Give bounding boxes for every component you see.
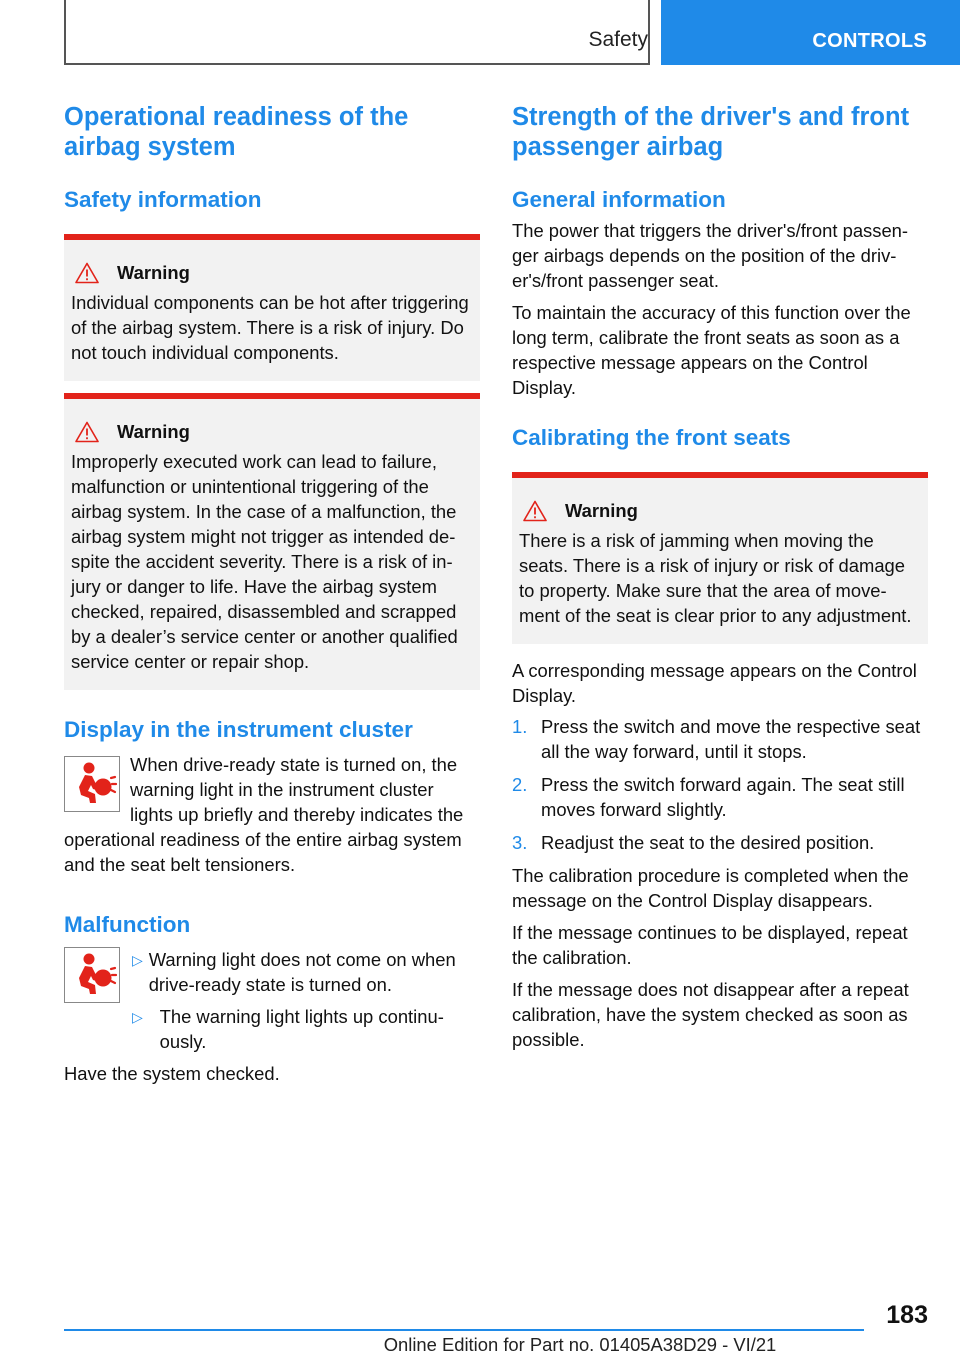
calibration-completed-text: The calibration procedure is completed when the message on the Control Display disappears. [512, 865, 909, 911]
right-title: Strength of the driver's and front passenger airbag [512, 103, 910, 161]
warning-header [519, 498, 920, 524]
step-item [512, 830, 928, 855]
warning-title: Warning [565, 500, 638, 521]
malfunction-footer-text: Have the system checked. [64, 1063, 280, 1084]
display-text: When drive-ready state is turned on, the warning light in the instrument cluster lights up briefly and thereby indicates the operational readiness of the entire airbag system and the seat belt tensioners. [64, 754, 464, 875]
warning-text: Individual components can be hot after triggering of the airbag system. There is a risk of injury. Do not touch individual components. [71, 292, 469, 363]
step-text: Press the switch and move the respective seat all the way forward, until it stops. [541, 716, 921, 762]
malfunction-list [130, 947, 480, 1054]
warning-box-jamming [512, 472, 928, 644]
airbag-warning-light-icon [64, 947, 120, 1003]
display-instrument-cluster-heading: Display in the instrument cluster [64, 717, 413, 742]
step-number: 2. [512, 774, 528, 795]
calibration-steps [512, 714, 928, 855]
malfunction-heading: Malfunction [64, 912, 191, 937]
warning-triangle-icon [75, 421, 99, 443]
warning-header [71, 419, 472, 445]
header-section-label: Safety [588, 28, 648, 51]
header-chapter-label: CONTROLS [812, 30, 927, 52]
edition-text: Online Edition for Part no. 01405A38D29 - VI/21 [383, 1334, 777, 1355]
general-paragraph-1: The power that triggers the driver's/front passenger airbags depends on the position of the driver's/front passenger seat. [512, 220, 909, 291]
warning-box-improper-work [64, 393, 480, 690]
safety-information-heading: Safety information [64, 187, 262, 212]
left-column [64, 102, 480, 1086]
message-not-disappear-text: If the message does not disappear after a repeat calibration, have the system checked as soon as possible. [512, 979, 909, 1050]
step-text: Press the switch forward again. The seat still moves forward slightly. [541, 774, 905, 820]
general-paragraph-2: To maintain the accuracy of this function over the long term, calibrate the front seats as soon as a respective message appears on the Control Display. [512, 302, 911, 398]
warning-text: Improperly executed work can lead to failure, malfunction or unintentional triggering of the airbag system. In the case of a malfunction, the airbag system might not trigger as intended despite the accident severity. There is a risk of injury or danger to life. Have the airbag system checked, repaired, disassembled and scrapped by a dealer’s service center or another qualified service center or repair shop. [71, 451, 458, 672]
list-item [130, 1004, 480, 1054]
malfunction-block [64, 947, 480, 1054]
warning-title: Warning [117, 262, 190, 283]
triangle-bullet-icon: ▷ [132, 952, 143, 968]
step-number: 3. [512, 832, 528, 853]
page-number: 183 [886, 1301, 928, 1329]
warning-triangle-icon [75, 262, 99, 284]
header-chapter-tab [661, 0, 960, 65]
warning-triangle-icon [523, 500, 547, 522]
step-item [512, 772, 928, 822]
airbag-warning-light-icon [64, 756, 120, 812]
step-text: Readjust the seat to the desired position. [541, 832, 875, 853]
warning-text: There is a risk of jamming when moving the seats. There is a risk of injury or risk of damage to property. Make sure that the area of movement of the seat is clear prior to any adjustment. [519, 530, 912, 626]
list-item [130, 947, 480, 997]
warning-header [71, 260, 472, 286]
warning-box-hot-components [64, 234, 480, 381]
step-item [512, 714, 928, 764]
footer-divider [64, 1329, 864, 1331]
list-item-text: The warning light lights up continuously. [159, 1006, 444, 1052]
triangle-bullet-icon: ▷ [132, 1009, 143, 1025]
general-information-heading: General information [512, 187, 726, 212]
right-column [512, 102, 928, 1052]
calibrating-heading: Calibrating the front seats [512, 425, 791, 450]
list-item-text: Warning light does not come on when drive-ready state is turned on. [148, 949, 456, 995]
left-title: Operational readiness of the airbag system [64, 103, 409, 161]
after-warning-text: A corresponding message appears on the Control Display. [512, 660, 917, 706]
warning-title: Warning [117, 421, 190, 442]
display-paragraph [64, 752, 480, 877]
message-continues-text: If the message continues to be displayed, repeat the calibration. [512, 922, 908, 968]
step-number: 1. [512, 716, 528, 737]
